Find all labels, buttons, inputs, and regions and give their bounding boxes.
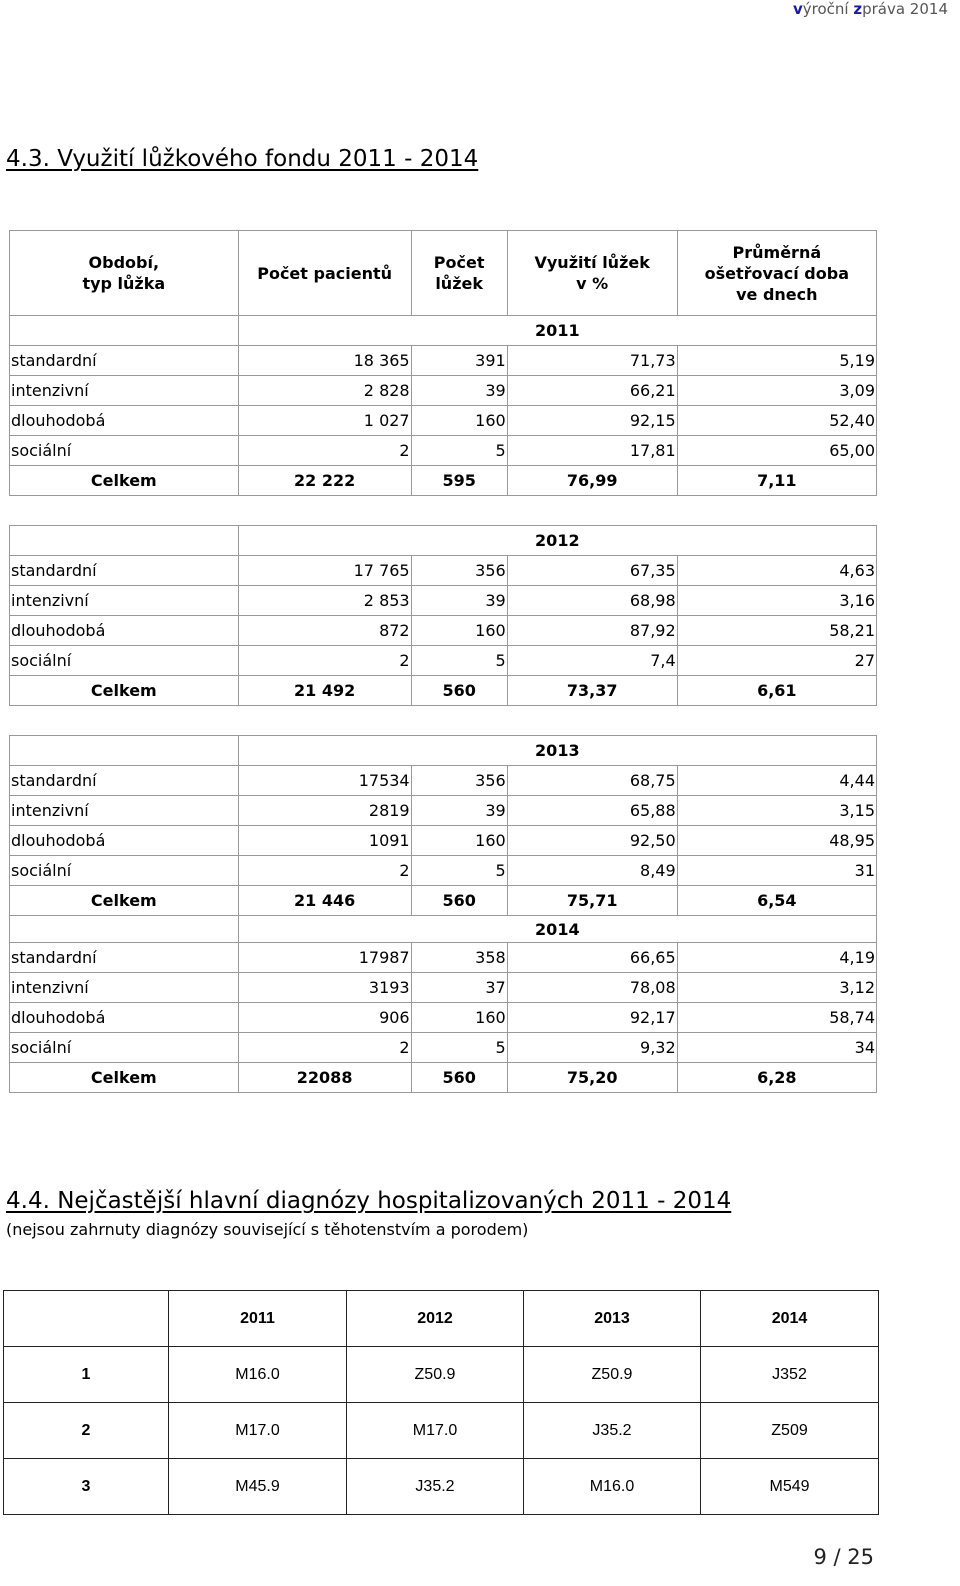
table-row: sociální 2 5 8,49 31 [10, 856, 877, 886]
table-row: dlouhodobá 872 160 87,92 58,21 [10, 616, 877, 646]
brand-mid: ýroční [802, 0, 854, 18]
col-avg-stay: Průměrná ošetřovací doba ve dnech [677, 231, 876, 316]
table-row: dlouhodobá 1091 160 92,50 48,95 [10, 826, 877, 856]
year-row [10, 526, 877, 556]
table-row: sociální 2 5 9,32 34 [10, 1033, 877, 1063]
diag-header-row [4, 1291, 879, 1347]
total-row: Celkem 21 446 560 75,71 6,54 [10, 886, 877, 916]
year-row [10, 916, 877, 943]
diag-col-2012: 2012 [347, 1291, 524, 1347]
diag-col-2014: 2014 [701, 1291, 879, 1347]
total-row: Celkem 22 222 595 76,99 7,11 [10, 466, 877, 496]
section-title-bed-usage: 4.3. Využití lůžkového fondu 2011 - 2014 [6, 146, 479, 172]
table-row: 1 M16.0 Z50.9 Z50.9 J352 [4, 1347, 879, 1403]
table-row: dlouhodobá 1 027 160 92,15 52,40 [10, 406, 877, 436]
col-beds: Počet lůžek [411, 231, 507, 316]
diag-col-2011: 2011 [169, 1291, 347, 1347]
diagnoses-subtitle: (nejsou zahrnuty diagnózy související s těhotenstvím a porodem) [6, 1220, 529, 1239]
table-row: 2 M17.0 M17.0 J35.2 Z509 [4, 1403, 879, 1459]
bed-usage-table [9, 230, 877, 1121]
table-row: standardní 17 765 356 67,35 4,63 [10, 556, 877, 586]
table-row: standardní 17534 356 68,75 4,44 [10, 766, 877, 796]
diag-col-2013: 2013 [524, 1291, 701, 1347]
year-label: 2012 [238, 526, 876, 556]
brand-end: práva 2014 [862, 0, 948, 18]
table-row: dlouhodobá 906 160 92,17 58,74 [10, 1003, 877, 1033]
section-title-diagnoses: 4.4. Nejčastější hlavní diagnózy hospitalizovaných 2011 - 2014 [6, 1188, 732, 1214]
table-row: intenzivní 2 853 39 68,98 3,16 [10, 586, 877, 616]
col-usage: Využití lůžek v % [507, 231, 677, 316]
brand-z: z [853, 0, 863, 18]
table-row: standardní 17987 358 66,65 4,19 [10, 943, 877, 973]
table-row: intenzivní 3193 37 78,08 3,12 [10, 973, 877, 1003]
table-row: standardní 18 365 391 71,73 5,19 [10, 346, 877, 376]
year-row [10, 736, 877, 766]
year-label: 2014 [238, 916, 876, 943]
total-row: Celkem 21 492 560 73,37 6,61 [10, 676, 877, 706]
year-label: 2011 [238, 316, 876, 346]
diagnoses-table [3, 1290, 879, 1515]
total-row: Celkem 22088 560 75,20 6,28 [10, 1063, 877, 1093]
year-row [10, 316, 877, 346]
table-row: intenzivní 2 828 39 66,21 3,09 [10, 376, 877, 406]
bed-table-header [10, 231, 877, 316]
brand-v: v [792, 0, 803, 18]
report-brand [793, 0, 948, 18]
table-row: 3 M45.9 J35.2 M16.0 M549 [4, 1459, 879, 1515]
col-period: Období, typ lůžka [10, 231, 239, 316]
col-patients: Počet pacientů [238, 231, 411, 316]
year-label: 2013 [238, 736, 876, 766]
page-number: 9 / 25 [813, 1545, 874, 1569]
table-row: intenzivní 2819 39 65,88 3,15 [10, 796, 877, 826]
table-row: sociální 2 5 7,4 27 [10, 646, 877, 676]
table-row: sociální 2 5 17,81 65,00 [10, 436, 877, 466]
